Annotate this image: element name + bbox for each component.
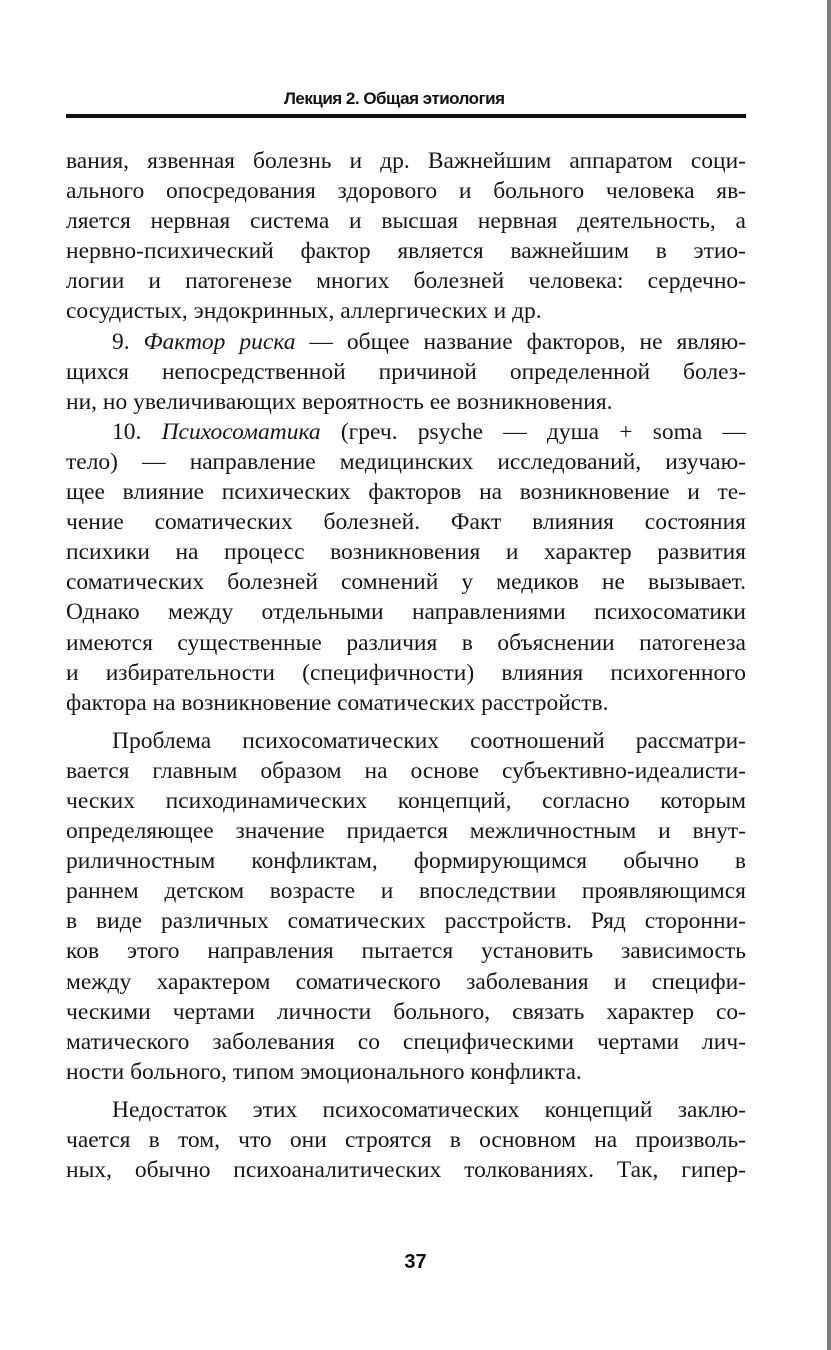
text-line: ческими чертами личности больного, связать характер со- bbox=[66, 998, 746, 1025]
text-line: ков этого направления пытается установить зависимость bbox=[66, 938, 746, 965]
text-line: тело) — направление медицинских исследований, изучаю- bbox=[66, 448, 746, 475]
text-line: ни, но увеличивающих вероятность ее возникновения. bbox=[66, 388, 613, 415]
term-risk-factor: Фактор риска bbox=[143, 328, 296, 355]
item-number: 10. bbox=[112, 418, 162, 445]
text-line: чается в том, что они строятся в основном на произволь- bbox=[66, 1127, 746, 1153]
text-line: чение соматических болезней. Факт влияния состояния bbox=[66, 509, 746, 536]
text-line: ческих психодинамических концепций, согласно которым bbox=[66, 787, 746, 814]
text-line: ных, обычно психоаналитических толкованиях. Так, гипер- bbox=[66, 1157, 746, 1184]
header-rule bbox=[66, 114, 746, 118]
text-line: щихся непосредственной причиной определенной болез- bbox=[66, 358, 746, 385]
running-head: Лекция 2. Общая этиология bbox=[284, 89, 505, 108]
term-psychosomatics: Психосоматика bbox=[161, 418, 321, 445]
text-line: Проблема психосоматических соотношений рассматри- bbox=[112, 727, 746, 754]
text-line: риличностным конфликтам, формирующимся обычно в bbox=[66, 848, 746, 875]
text-line: между характером соматического заболевания и специфи- bbox=[66, 968, 746, 995]
text-line: логии и патогенезе многих болезней человека: сердечно- bbox=[66, 268, 746, 295]
page-number: 37 bbox=[404, 1251, 427, 1273]
text-line: Однако между отдельными направлениями психосоматики bbox=[66, 599, 746, 626]
body-text bbox=[66, 146, 746, 1185]
definition-text: — общее название факторов, не являю- bbox=[295, 328, 747, 355]
text-line: фактора на возникновение соматических расстройств. bbox=[66, 689, 609, 716]
item-number: 9. bbox=[112, 328, 144, 355]
text-line: матического заболевания со специфическими чертами лич- bbox=[66, 1028, 746, 1055]
text-line: имеются существенные различия в объяснении патогенеза bbox=[66, 629, 746, 656]
text-line: щее влияние психических факторов на возникновение и те- bbox=[66, 479, 746, 506]
text-line: нервно-психический фактор является важнейшим в этио- bbox=[66, 238, 746, 265]
text-line-item-10 bbox=[66, 417, 746, 447]
text-line: Недостаток этих психосоматических концепций заклю- bbox=[112, 1096, 746, 1123]
text-line: ности больного, типом эмоционального конфликта. bbox=[66, 1058, 582, 1085]
text-line: соматических болезней сомнений у медиков не вызывает. bbox=[66, 569, 746, 596]
text-line: и избирательности (специфичности) влияния психогенного bbox=[66, 659, 746, 686]
text-line: вается главным образом на основе субъективно-идеалисти- bbox=[66, 757, 746, 784]
text-line: ляется нервная система и высшая нервная деятельность, а bbox=[66, 208, 746, 235]
definition-text: (греч. psyche — душа + soma — bbox=[320, 418, 746, 445]
text-line-item-9 bbox=[66, 327, 746, 357]
text-line: вания, язвенная болезнь и др. Важнейшим аппаратом соци- bbox=[66, 148, 746, 174]
text-line: определяющее значение придается межличностным и внут- bbox=[66, 818, 746, 845]
text-line: сосудистых, эндокринных, аллергических и др. bbox=[66, 298, 542, 325]
page-edge-shadow bbox=[827, 0, 831, 1350]
text-line: раннем детском возрасте и впоследствии проявляющимся bbox=[66, 878, 746, 905]
text-line: психики на процесс возникновения и характер развития bbox=[66, 539, 746, 566]
text-line: в виде различных соматических расстройств. Ряд сторонни- bbox=[66, 908, 746, 935]
text-line: ального опосредования здорового и больного человека яв- bbox=[66, 178, 746, 205]
